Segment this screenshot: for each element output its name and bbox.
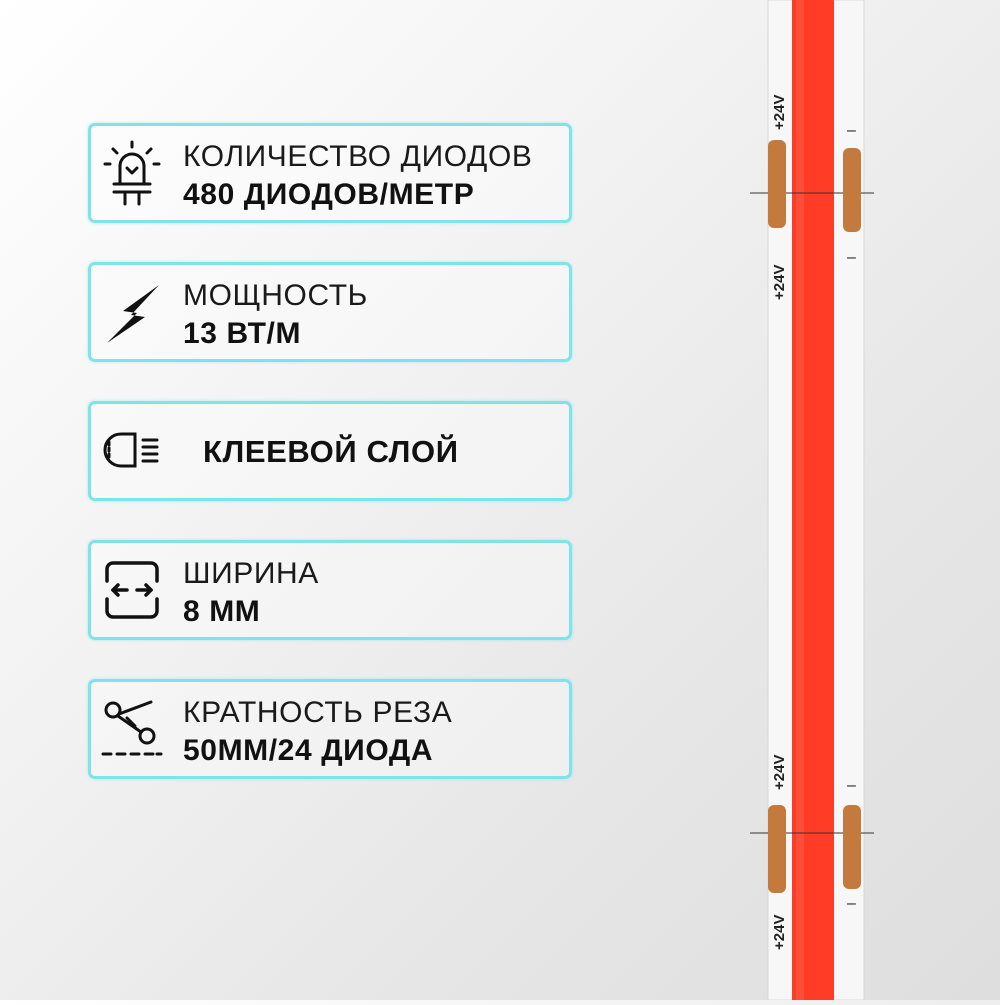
spec-card-power: [88, 262, 572, 362]
polarity-label-plus: +24V: [771, 754, 788, 790]
polarity-label-minus: –: [847, 777, 856, 794]
spec-value: 13 ВТ/М: [183, 317, 302, 350]
lightning-icon: [101, 279, 163, 345]
led-diode-icon: [101, 140, 163, 206]
spec-card-adhesive: [88, 401, 572, 501]
spec-card-width: [88, 540, 572, 640]
led-strip-image: [740, 0, 880, 1000]
spec-value: 8 ММ: [183, 595, 261, 628]
spec-card-cut: [88, 679, 572, 779]
spec-value: 50ММ/24 ДИОДА: [183, 734, 434, 767]
spec-label: ШИРИНА: [183, 557, 319, 590]
spec-label: МОЩНОСТЬ: [183, 279, 368, 312]
polarity-label-plus: +24V: [771, 914, 788, 950]
spec-label: КОЛИЧЕСТВО ДИОДОВ: [183, 140, 533, 173]
headlight-icon: [101, 418, 163, 484]
spec-label: КРАТНОСТЬ РЕЗА: [183, 696, 453, 729]
polarity-label-minus: –: [847, 249, 856, 266]
polarity-label-plus: +24V: [771, 94, 788, 130]
width-arrows-icon: [101, 557, 163, 623]
polarity-label-minus: –: [847, 895, 856, 912]
polarity-label-minus: –: [847, 122, 856, 139]
spec-value: 480 ДИОДОВ/МЕТР: [183, 178, 475, 211]
scissors-icon: [101, 696, 163, 762]
polarity-label-plus: +24V: [771, 264, 788, 300]
spec-value: КЛЕЕВОЙ СЛОЙ: [203, 434, 459, 469]
spec-card-diodes: [88, 123, 572, 223]
